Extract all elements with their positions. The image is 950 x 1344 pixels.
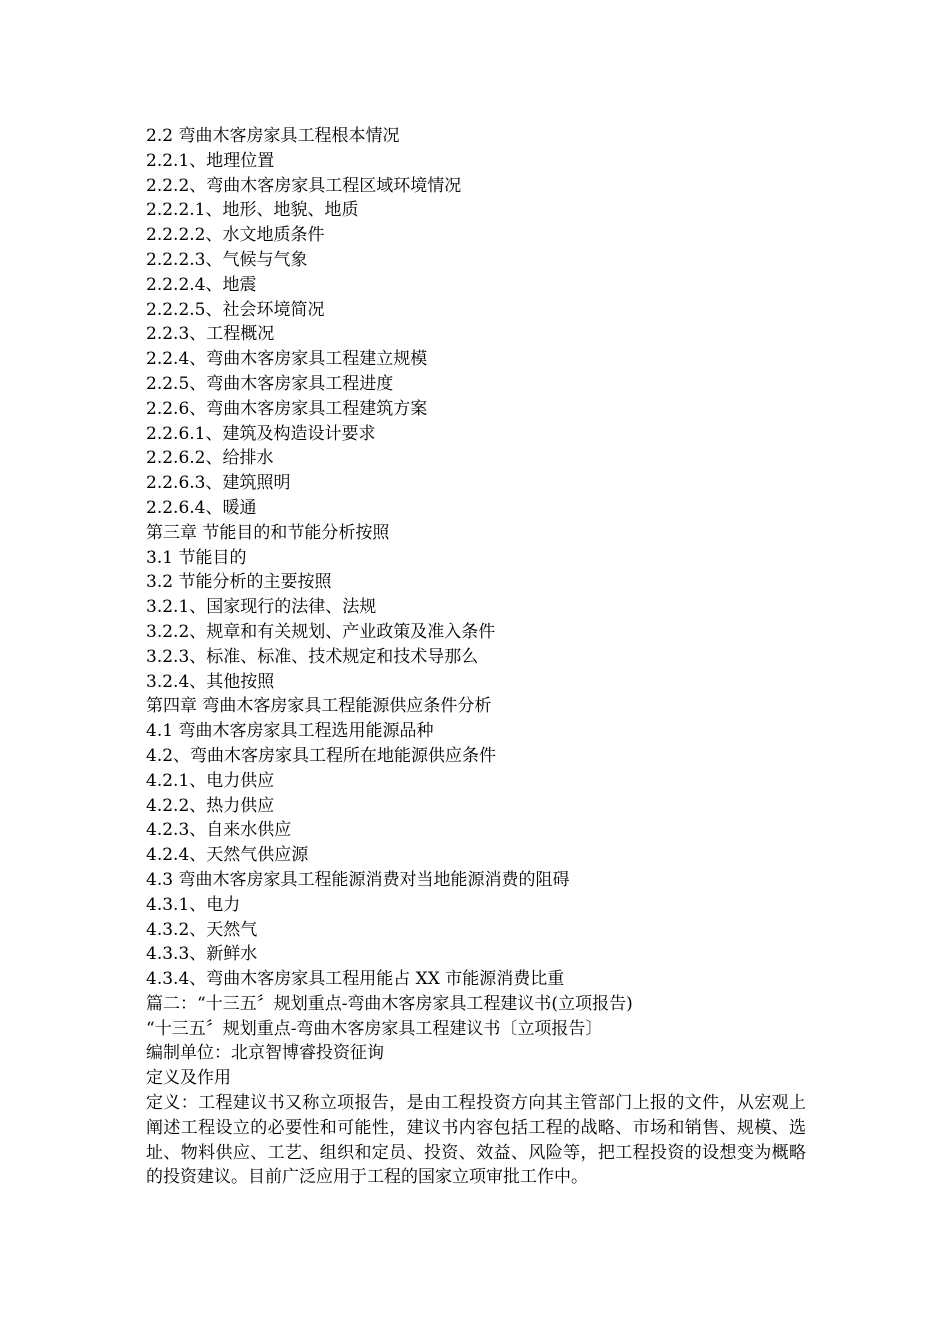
toc-line-2-2-2-5: 2.2.2.5、社会环境简况 [146,299,325,320]
definition-heading: 定义及作用 [146,1068,231,1089]
toc-line-2-2-2-3: 2.2.2.3、气候与气象 [146,249,308,270]
toc-line-4-3-1: 4.3.1、电力 [146,894,241,915]
chapter-heading-4: 第四章 弯曲木客房家具工程能源供应条件分析 [146,696,492,717]
document-body [146,124,806,1190]
toc-line-2-2-6-3: 2.2.6.3、建筑照明 [146,473,291,494]
toc-line-4-3: 4.3 弯曲木客房家具工程能源消费对当地能源消费的阻碍 [146,869,570,890]
toc-line-3-2-3: 3.2.3、标准、标准、技术规定和技术导那么 [146,646,479,667]
chapter-heading-3: 第三章 节能目的和节能分析按照 [146,522,390,543]
toc-line-4-3-3: 4.3.3、新鲜水 [146,944,258,965]
toc-line-3-2: 3.2 节能分析的主要按照 [146,572,332,593]
report-title: “十三五〞规划重点-弯曲木客房家具工程建议书〔立项报告〕 [146,1018,603,1039]
toc-line-2-2-6: 2.2.6、弯曲木客房家具工程建筑方案 [146,398,428,419]
toc-line-2-2-3: 2.2.3、工程概况 [146,324,275,345]
toc-line-4-2: 4.2、弯曲木客房家具工程所在地能源供应条件 [146,745,497,766]
toc-line-4-2-2: 4.2.2、热力供应 [146,795,275,816]
toc-line-2-2-2-2: 2.2.2.2、水文地质条件 [146,225,325,246]
toc-line-3-2-4: 3.2.4、其他按照 [146,671,275,692]
toc-line-2-2-6-2: 2.2.6.2、给排水 [146,448,274,469]
toc-line-3-2-2: 3.2.2、规章和有关规划、产业政策及准入条件 [146,621,496,642]
toc-line-4-1: 4.1 弯曲木客房家具工程选用能源品种 [146,721,434,742]
toc-line-4-2-1: 4.2.1、电力供应 [146,770,275,791]
toc-line-3-1: 3.1 节能目的 [146,547,247,568]
toc-line-4-3-2: 4.3.2、天然气 [146,919,258,940]
compiling-unit: 编制单位：北京智博睿投资征询 [146,1043,384,1064]
toc-line-2-2-2-1: 2.2.2.1、地形、地貌、地质 [146,200,359,221]
part-two-heading: 篇二：“十三五〞规划重点-弯曲木客房家具工程建议书(立项报告) [146,993,633,1014]
toc-line-2-2-1: 2.2.1、地理位置 [146,150,275,171]
toc-line-2-2-2-4: 2.2.2.4、地震 [146,274,257,295]
toc-line-2-2-6-1: 2.2.6.1、建筑及构造设计要求 [146,423,376,444]
toc-line-4-2-4: 4.2.4、天然气供应源 [146,845,309,866]
toc-line-2-2-6-4: 2.2.6.4、暖通 [146,497,257,518]
section-heading-2-2: 2.2 弯曲木客房家具工程根本情况 [146,126,400,146]
toc-line-3-2-1: 3.2.1、国家现行的法律、法规 [146,597,377,618]
toc-line-4-3-4: 4.3.4、弯曲木客房家具工程用能占 XX 市能源消费比重 [146,969,565,990]
definition-paragraph: 定义：工程建议书又称立项报告，是由工程投资方向其主管部门上报的文件，从宏观上阐述工程设立的必要性和可能性，建议书内容包括工程的战略、市场和销售、规模、选址、物料供应、工艺、组织和定员、投资、效益、风险等，把工程投资的设想变为概略的投资建议。目前广泛应用于工程的国家立项审批工作中。 [146,1093,806,1188]
toc-line-2-2-5: 2.2.5、弯曲木客房家具工程进度 [146,373,394,394]
toc-line-2-2-4: 2.2.4、弯曲木客房家具工程建立规模 [146,349,428,370]
toc-line-2-2-2: 2.2.2、弯曲木客房家具工程区域环境情况 [146,175,462,196]
toc-line-4-2-3: 4.2.3、自来水供应 [146,820,292,841]
